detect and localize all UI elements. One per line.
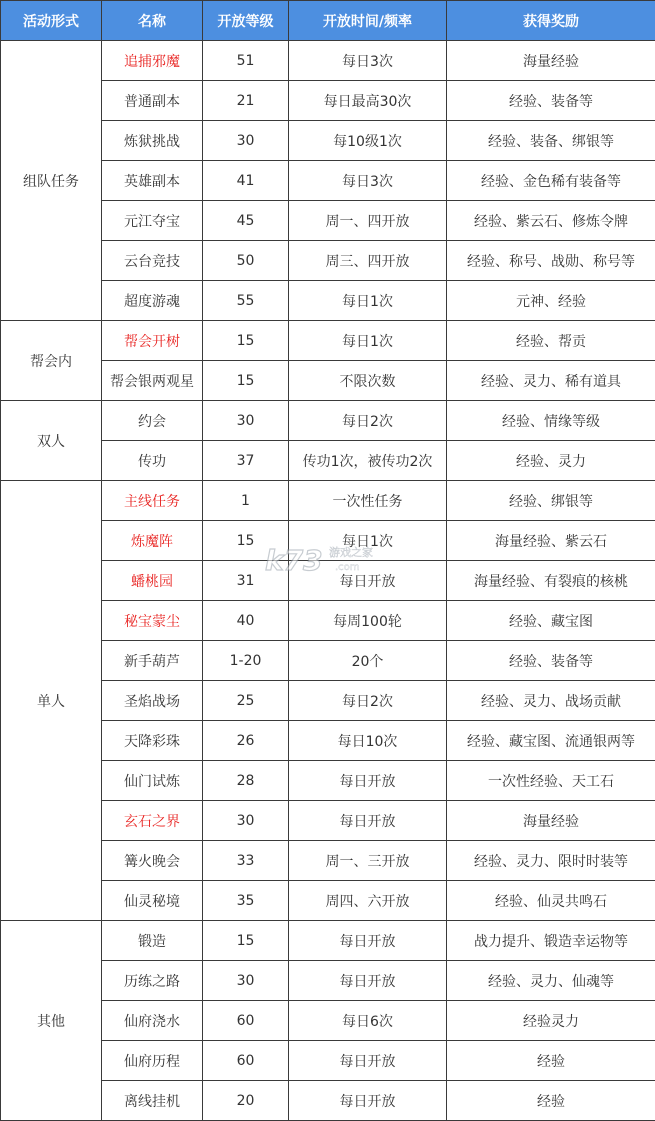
open-time-cell: 每日开放: [289, 561, 447, 601]
activity-name-cell: 主线任务: [102, 481, 203, 521]
header-reward: 获得奖励: [447, 1, 655, 41]
reward-cell: 海量经验: [447, 41, 655, 81]
open-level-cell: 20: [203, 1081, 289, 1121]
header-name: 名称: [102, 1, 203, 41]
open-time-cell: 每日开放: [289, 801, 447, 841]
open-level-cell: 55: [203, 281, 289, 321]
header-open-time: 开放时间/频率: [289, 1, 447, 41]
open-level-cell: 30: [203, 401, 289, 441]
table-row: [1, 401, 655, 441]
reward-cell: 经验、金色稀有装备等: [447, 161, 655, 201]
activity-name-cell: 天降彩珠: [102, 721, 203, 761]
activity-name-cell: 历练之路: [102, 961, 203, 1001]
category-cell: 单人: [1, 481, 102, 921]
open-level-cell: 60: [203, 1001, 289, 1041]
activity-name-cell: 仙府历程: [102, 1041, 203, 1081]
table-row: [1, 481, 655, 521]
reward-cell: 经验、仙灵共鸣石: [447, 881, 655, 921]
reward-cell: 经验: [447, 1041, 655, 1081]
open-time-cell: 每日2次: [289, 681, 447, 721]
reward-cell: 海量经验、紫云石: [447, 521, 655, 561]
reward-cell: 经验、藏宝图: [447, 601, 655, 641]
activity-name-cell: 离线挂机: [102, 1081, 203, 1121]
activity-name-cell: 新手葫芦: [102, 641, 203, 681]
activity-name-cell: 仙府浇水: [102, 1001, 203, 1041]
open-time-cell: 每周100轮: [289, 601, 447, 641]
table-body: [1, 41, 655, 1121]
open-time-cell: 每日1次: [289, 281, 447, 321]
header-open-level: 开放等级: [203, 1, 289, 41]
open-level-cell: 15: [203, 521, 289, 561]
header-activity-type: 活动形式: [1, 1, 102, 41]
open-level-cell: 45: [203, 201, 289, 241]
table-row: [1, 41, 655, 81]
open-time-cell: 周三、四开放: [289, 241, 447, 281]
open-level-cell: 40: [203, 601, 289, 641]
table-row: [1, 921, 655, 961]
open-level-cell: 37: [203, 441, 289, 481]
reward-cell: 经验、灵力、稀有道具: [447, 361, 655, 401]
open-time-cell: 每10级1次: [289, 121, 447, 161]
reward-cell: 经验、帮贡: [447, 321, 655, 361]
open-level-cell: 51: [203, 41, 289, 81]
reward-cell: 元神、经验: [447, 281, 655, 321]
open-level-cell: 30: [203, 801, 289, 841]
open-level-cell: 41: [203, 161, 289, 201]
open-level-cell: 28: [203, 761, 289, 801]
open-level-cell: 50: [203, 241, 289, 281]
open-level-cell: 30: [203, 961, 289, 1001]
open-level-cell: 25: [203, 681, 289, 721]
open-time-cell: 每日6次: [289, 1001, 447, 1041]
watermark-caption: 游戏之家: [329, 546, 373, 559]
reward-cell: 战力提升、锻造幸运物等: [447, 921, 655, 961]
open-time-cell: 每日最高30次: [289, 81, 447, 121]
activity-name-cell: 超度游魂: [102, 281, 203, 321]
activity-name-cell: 玄石之界: [102, 801, 203, 841]
reward-cell: 经验、情缘等级: [447, 401, 655, 441]
activity-name-cell: 仙灵秘境: [102, 881, 203, 921]
reward-cell: 经验、紫云石、修炼令牌: [447, 201, 655, 241]
activity-name-cell: 篝火晚会: [102, 841, 203, 881]
watermark-domain: .com: [335, 562, 360, 573]
open-time-cell: 每日2次: [289, 401, 447, 441]
open-level-cell: 15: [203, 361, 289, 401]
reward-cell: 经验、装备、绑银等: [447, 121, 655, 161]
open-level-cell: 21: [203, 81, 289, 121]
category-cell: 组队任务: [1, 41, 102, 321]
header-row: [1, 1, 655, 41]
reward-cell: 一次性经验、天工石: [447, 761, 655, 801]
open-time-cell: 周一、三开放: [289, 841, 447, 881]
open-level-cell: 33: [203, 841, 289, 881]
open-time-cell: 一次性任务: [289, 481, 447, 521]
activity-name-cell: 云台竞技: [102, 241, 203, 281]
open-time-cell: 每日10次: [289, 721, 447, 761]
open-time-cell: 每日3次: [289, 161, 447, 201]
open-time-cell: 每日1次: [289, 321, 447, 361]
open-time-cell: 周一、四开放: [289, 201, 447, 241]
open-level-cell: 15: [203, 321, 289, 361]
activity-name-cell: 元江夺宝: [102, 201, 203, 241]
open-time-cell: 每日开放: [289, 1041, 447, 1081]
open-level-cell: 60: [203, 1041, 289, 1081]
open-level-cell: 1-20: [203, 641, 289, 681]
reward-cell: 经验、装备等: [447, 81, 655, 121]
category-cell: 双人: [1, 401, 102, 481]
activity-name-cell: 炼狱挑战: [102, 121, 203, 161]
open-time-cell: 每日开放: [289, 961, 447, 1001]
reward-cell: 经验、称号、战勋、称号等: [447, 241, 655, 281]
open-time-cell: 传功1次，被传功2次: [289, 441, 447, 481]
category-cell: 其他: [1, 921, 102, 1121]
open-level-cell: 26: [203, 721, 289, 761]
activity-name-cell: 帮会银两观星: [102, 361, 203, 401]
open-time-cell: 不限次数: [289, 361, 447, 401]
reward-cell: 海量经验: [447, 801, 655, 841]
activity-name-cell: 英雄副本: [102, 161, 203, 201]
reward-cell: 经验、灵力、战场贡献: [447, 681, 655, 721]
open-level-cell: 30: [203, 121, 289, 161]
reward-cell: 经验、灵力: [447, 441, 655, 481]
open-time-cell: 每日开放: [289, 761, 447, 801]
open-level-cell: 35: [203, 881, 289, 921]
table-header: [1, 1, 655, 41]
reward-cell: 经验、灵力、仙魂等: [447, 961, 655, 1001]
category-cell: 帮会内: [1, 321, 102, 401]
activity-name-cell: 追捕邪魔: [102, 41, 203, 81]
activity-name-cell: 普通副本: [102, 81, 203, 121]
activity-name-cell: 传功: [102, 441, 203, 481]
open-time-cell: 周四、六开放: [289, 881, 447, 921]
open-level-cell: 1: [203, 481, 289, 521]
open-time-cell: 每日3次: [289, 41, 447, 81]
activity-name-cell: 锻造: [102, 921, 203, 961]
activity-name-cell: 秘宝蒙尘: [102, 601, 203, 641]
open-level-cell: 15: [203, 921, 289, 961]
reward-cell: 经验灵力: [447, 1001, 655, 1041]
reward-cell: 经验: [447, 1081, 655, 1121]
open-time-cell: 每日1次: [289, 521, 447, 561]
open-time-cell: 每日开放: [289, 1081, 447, 1121]
activity-name-cell: 炼魔阵: [102, 521, 203, 561]
reward-cell: 经验、灵力、限时时装等: [447, 841, 655, 881]
open-time-cell: 每日开放: [289, 921, 447, 961]
activity-name-cell: 蟠桃园: [102, 561, 203, 601]
reward-cell: 经验、藏宝图、流通银两等: [447, 721, 655, 761]
open-level-cell: 31: [203, 561, 289, 601]
watermark-logo-text: k73: [265, 544, 323, 577]
activity-name-cell: 仙门试炼: [102, 761, 203, 801]
activity-name-cell: 圣焰战场: [102, 681, 203, 721]
reward-cell: 经验、装备等: [447, 641, 655, 681]
activity-name-cell: 约会: [102, 401, 203, 441]
reward-cell: 经验、绑银等: [447, 481, 655, 521]
activity-name-cell: 帮会开树: [102, 321, 203, 361]
reward-cell: 海量经验、有裂痕的核桃: [447, 561, 655, 601]
open-time-cell: 20个: [289, 641, 447, 681]
table-row: [1, 321, 655, 361]
